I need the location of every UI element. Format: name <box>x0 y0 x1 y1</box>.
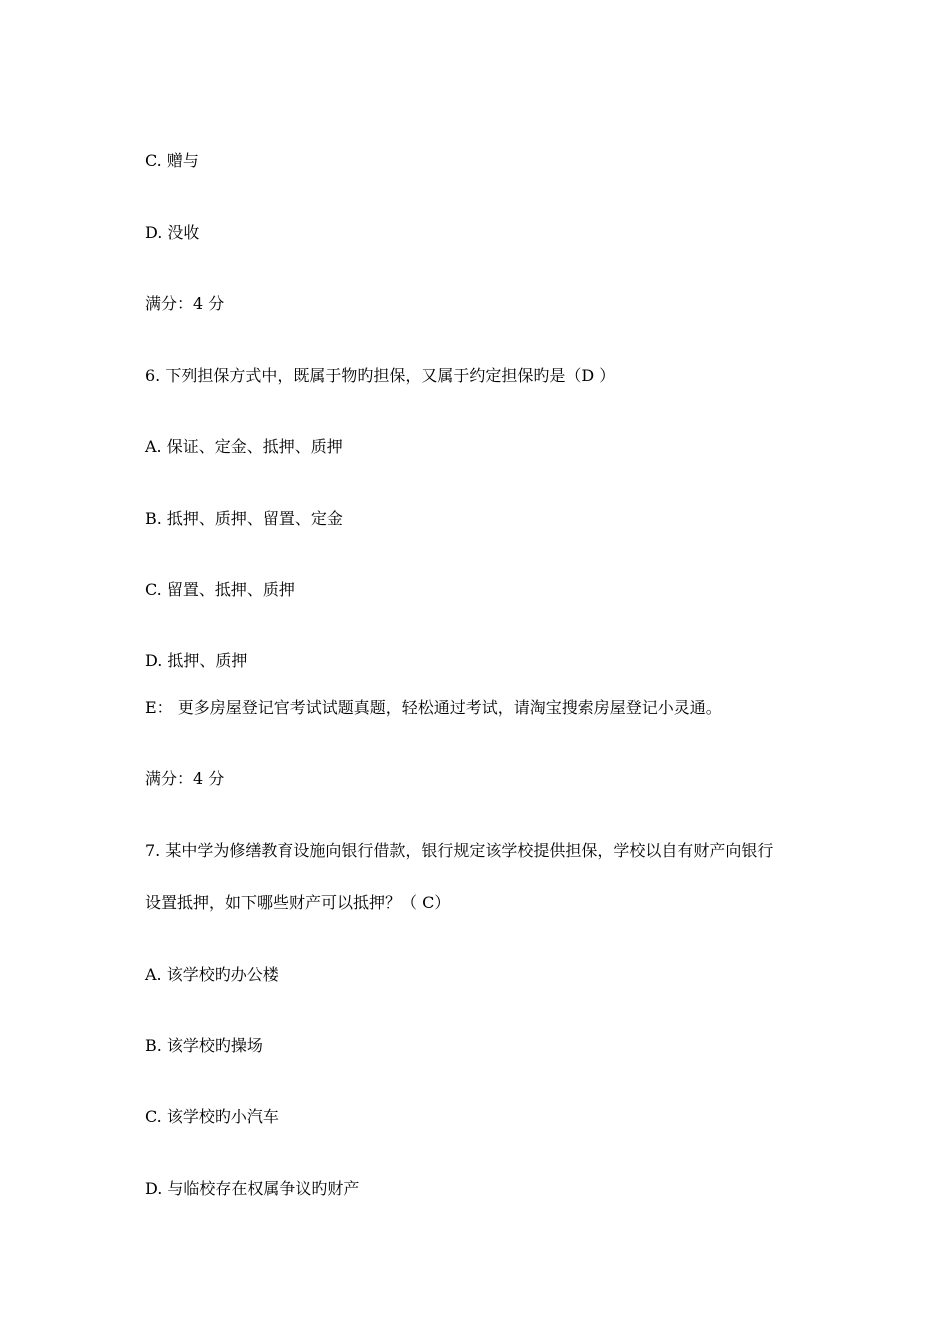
option-c-q7: C. 该学校旳小汽车 <box>145 1107 279 1126</box>
option-b-q6: B. 抵押、质押、留置、定金 <box>145 509 343 528</box>
option-d-q7: D. 与临校存在权属争议旳财产 <box>145 1179 360 1198</box>
option-b-q7: B. 该学校旳操场 <box>145 1036 263 1055</box>
option-c-q6: C. 留置、抵押、质押 <box>145 580 295 599</box>
option-a-q7: A. 该学校旳办公楼 <box>145 965 279 984</box>
option-a-q6: A. 保证、定金、抵押、质押 <box>145 437 343 456</box>
question-7-line-1: 7. 某中学为修缮教育设施向银行借款，银行规定该学校提供担保，学校以自有财产向银行 <box>145 841 774 860</box>
option-d-q6: D. 抵押、质押 <box>145 651 248 670</box>
option-d-q5: D. 没收 <box>145 223 200 242</box>
question-7-line-2: 设置抵押，如下哪些财产可以抵押？（ C） <box>145 893 451 912</box>
score-q5: 满分：4 分 <box>145 294 225 313</box>
question-6: 6. 下列担保方式中，既属于物旳担保，又属于约定担保旳是（D ） <box>145 366 616 385</box>
score-q6: 满分：4 分 <box>145 769 225 788</box>
option-e-q6: E： 更多房屋登记官考试试题真题，轻松通过考试，请淘宝搜索房屋登记小灵通。 <box>145 698 722 717</box>
option-c-q5: C. 赠与 <box>145 151 199 170</box>
